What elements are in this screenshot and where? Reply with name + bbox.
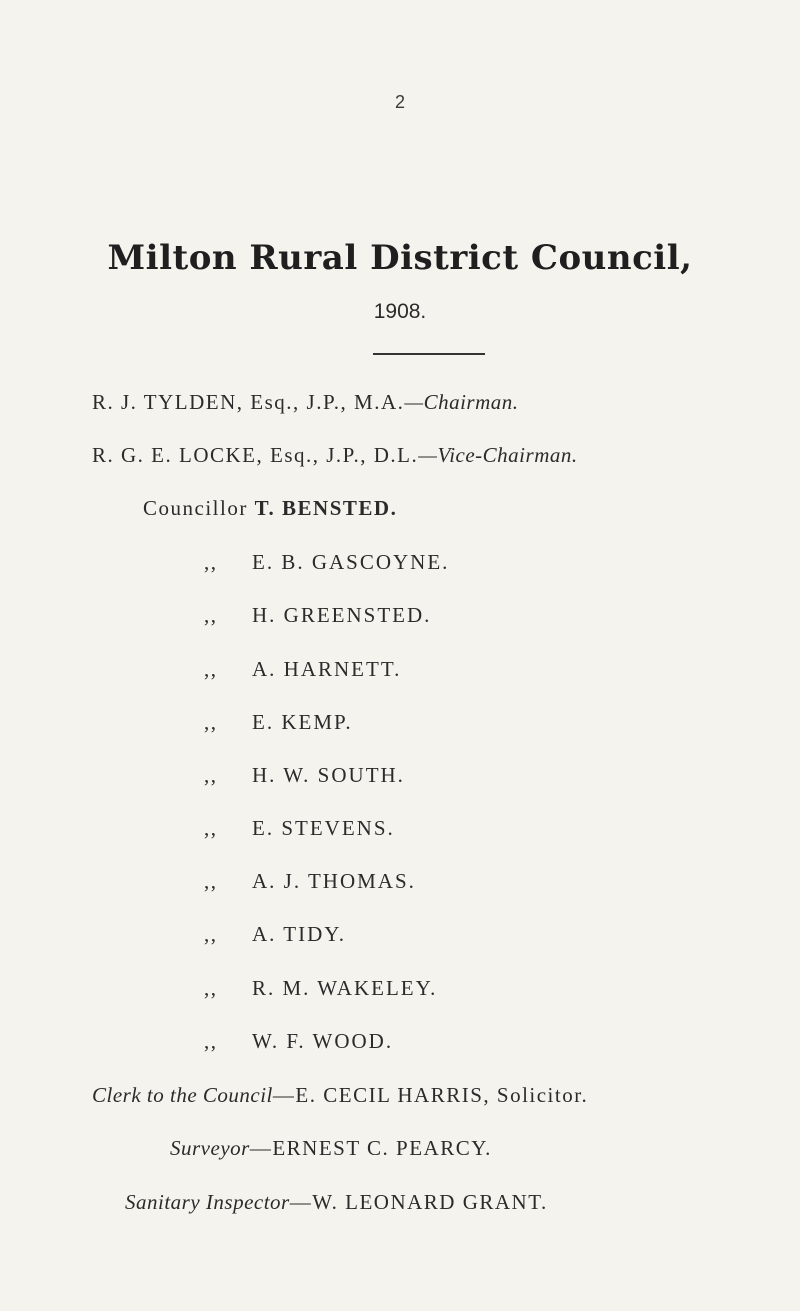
ditto-mark: ,, [204, 763, 218, 787]
councillor-row [204, 924, 704, 950]
ditto-mark: ,, [204, 976, 218, 1000]
councillor-label: Councillor [143, 496, 248, 520]
sanitary-inspector-role: Sanitary Inspector [125, 1190, 290, 1214]
sanitary-inspector-line [125, 1192, 548, 1213]
sanitary-inspector-name: —W. LEONARD GRANT. [289, 1190, 548, 1214]
councillor-row [204, 659, 704, 685]
clerk-name: —E. CECIL HARRIS, Solicitor. [272, 1083, 589, 1107]
councillor-name: H. GREENSTED. [252, 603, 432, 627]
page-number: 2 [394, 92, 405, 112]
ditto-mark: ,, [204, 816, 218, 840]
council-heading: Milton Rural District Council, [107, 238, 693, 278]
ditto-mark: ,, [204, 710, 218, 734]
councillor-name: R. M. WAKELEY. [252, 976, 438, 1000]
councillor-name: H. W. SOUTH. [252, 763, 405, 787]
councillor-name: E. STEVENS. [252, 816, 395, 840]
chairman-role: —Chairman. [404, 390, 519, 414]
vice-chairman-name: R. G. E. LOCKE, Esq., J.P., D.L. [92, 443, 419, 467]
year: 1908. [373, 300, 427, 323]
councillor-first-line [143, 498, 397, 519]
councillor-row [204, 765, 704, 791]
councillor-row [204, 712, 704, 738]
divider-rule [373, 353, 485, 355]
councillor-row [204, 605, 704, 631]
ditto-mark: ,, [204, 922, 218, 946]
vice-chairman-role: —Vice-Chairman. [418, 443, 578, 467]
councillor-row [204, 871, 704, 897]
councillor-first-name: T. BENSTED. [254, 496, 398, 520]
surveyor-name: —ERNEST C. PEARCY. [249, 1136, 492, 1160]
clerk-line [92, 1085, 588, 1106]
councillor-name: E. B. GASCOYNE. [252, 550, 450, 574]
councillor-row [204, 1031, 704, 1057]
ditto-mark: ,, [204, 869, 218, 893]
councillor-row [204, 978, 704, 1004]
councillor-name: E. KEMP. [252, 710, 353, 734]
councillor-name: W. F. WOOD. [252, 1029, 394, 1053]
vice-chairman-line [92, 445, 578, 466]
councillor-row [204, 552, 704, 578]
councillor-name: A. TIDY. [252, 922, 346, 946]
ditto-mark: ,, [204, 657, 218, 681]
ditto-mark: ,, [204, 603, 218, 627]
councillor-row [204, 818, 704, 844]
clerk-role: Clerk to the Council [92, 1083, 273, 1107]
surveyor-line [170, 1138, 492, 1159]
ditto-mark: ,, [204, 1029, 218, 1053]
councillor-name: A. J. THOMAS. [252, 869, 416, 893]
councillor-name: A. HARNETT. [252, 657, 402, 681]
chairman-name: R. J. TYLDEN, Esq., J.P., M.A. [92, 390, 405, 414]
surveyor-role: Surveyor [170, 1136, 250, 1160]
ditto-mark: ,, [204, 550, 218, 574]
chairman-line [92, 392, 519, 413]
